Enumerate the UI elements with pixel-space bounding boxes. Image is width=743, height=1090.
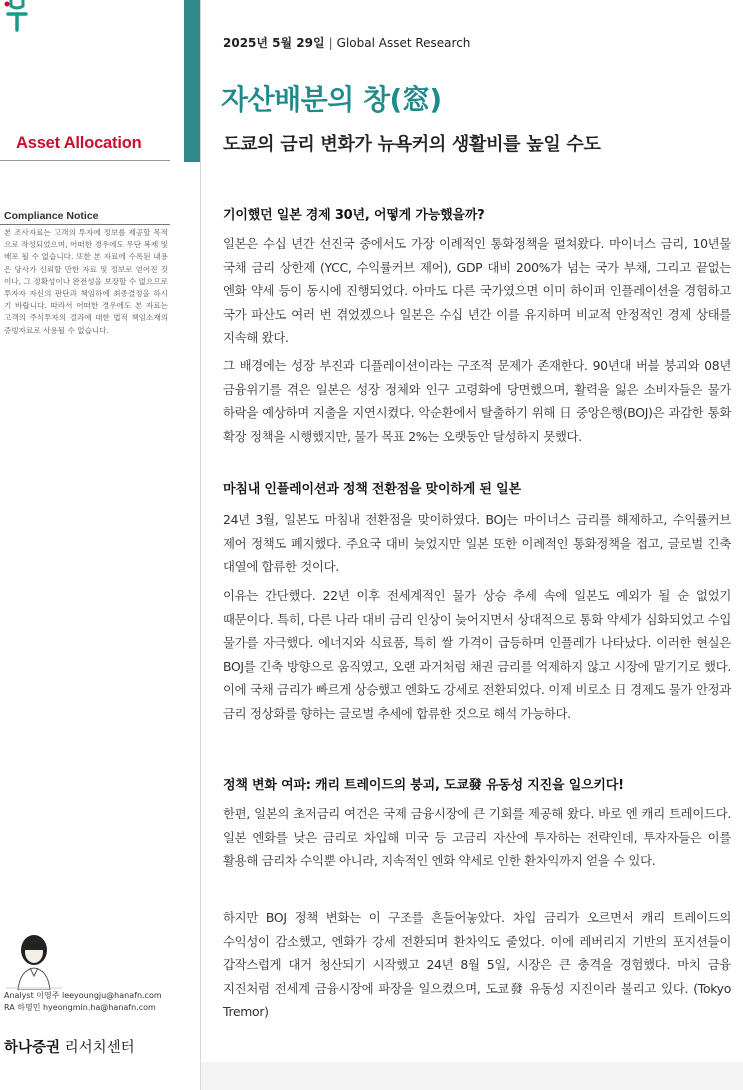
- research-center-name: [4, 1036, 135, 1057]
- brand-rule: [0, 160, 170, 161]
- hana-logo-icon: [2, 0, 32, 38]
- page-subtitle: 도쿄의 금리 변화가 뉴욕커의 생활비를 높일 수도: [223, 134, 601, 155]
- analyst-line-2: RA 하명민 hyeongmin.ha@hanafn.com: [4, 1003, 156, 1012]
- center-name-bold: 하나증권: [4, 1040, 61, 1056]
- bottom-band: [201, 1062, 743, 1090]
- compliance-title: Compliance Notice: [4, 210, 99, 222]
- section-heading-2: 마침내 인플레이션과 정책 전환점을 맞이하게 된 일본: [223, 482, 521, 497]
- section-heading-1: 기이했던 일본 경제 30년, 어떻게 가능했을까?: [223, 208, 485, 223]
- date-separator: |: [328, 36, 333, 50]
- section-1-paragraph-1: 일본은 수십 년간 선진국 중에서도 가장 이례적인 통화정책을 펼쳐왔다. 마이너스 금리, 10년물 국채 금리 상한제 (YCC, 수익률커브 제어), GDP 대비 200%가 넘는 국가 부채, 그리고 끝없는 엔화 약세 등이 동시에 진행되었다. 아마도 다른 국가였으면 이미 하이퍼 인플레이션을 경험하고 국가 파산도 여러 번 겪었겠으나 일본은 수십 년간 이를 유지하며 비교적 안정적인 경제 상태를 지속해 왔다.: [223, 236, 731, 345]
- section-2-paragraph-2: 이유는 간단했다. 22년 이후 전세계적인 물가 상승 추세 속에 일본도 예외가 될 순 없었기 때문이다. 특히, 다른 나라 대비 금리 인상이 늦어지면서 상대적으로 통화 약세가 심화되었고 수입 물가를 자극했다. 에너지와 식료품, 특히 쌀 가격이 급등하며 인플레가 나타났다. 이러한 현실은 BOJ를 긴축 방향으로 움직였고, 오랜 과거처럼 채권 금리를 억제하지 않고 시장에 맡기기로 했다. 이에 국채 금리가 빠르게 상승했고 엔화도 강세로 전환되었다. 이제 비로소 日 경제도 물가 안정과 금리 정상화를 향하는 글로벌 추세에 합류한 것으로 해석 가능하다.: [223, 588, 731, 721]
- report-date-line: [223, 34, 470, 51]
- sidebar: [0, 0, 184, 1090]
- accent-bar: [184, 0, 201, 162]
- compliance-rule: [0, 224, 170, 225]
- main-content: [201, 0, 743, 1090]
- section-3-paragraph-2: 하지만 BOJ 정책 변화는 이 구조를 흔들어놓았다. 차입 금리가 오르면서 캐리 트레이드의 수익성이 감소했고, 엔화가 강세 전환되며 환차익도 줄었다. 이에 레버리지 기반의 포지션들이 갑작스럽게 대거 청산되기 시작했고 24년 8월 5일, 시장은 큰 충격을 경험했다. 마치 금융 지진처럼 전세계 금융시장에 파장을 일으켰으며, 도쿄發 유동성 지진이라 불리고 있다. (Tokyo Tremor): [223, 910, 731, 1019]
- section-heading-3: 정책 변화 여파: 캐리 트레이드의 붕괴, 도쿄發 유동성 지진을 일으키다!: [223, 778, 624, 793]
- analyst-avatar: [4, 928, 64, 990]
- analyst-line-1: Analyst 이영주 leeyoungju@hanafn.com: [4, 991, 162, 1000]
- brand-title: Asset Allocation: [16, 134, 142, 152]
- center-name-rest: 리서치센터: [60, 1040, 135, 1056]
- analyst-info: [4, 990, 180, 1014]
- report-date: 2025년 5월 29일: [223, 36, 325, 50]
- section-3-paragraph-1: 한편, 일본의 초저금리 여건은 국제 금융시장에 큰 기회를 제공해 왔다. 바로 엔 캐리 트레이드다. 일본 엔화를 낮은 금리로 차입해 미국 등 고금리 자산에 투자하는 전략인데, 투자자들은 이를 활용해 금리차 수익뿐 아니라, 지속적인 엔화 약세로 인한 환차익까지 얻을 수 있다.: [223, 806, 731, 868]
- section-2-paragraph-1: 24년 3월, 일본도 마침내 전환점을 맞이하였다. BOJ는 마이너스 금리를 해제하고, 수익률커브 제어 정책도 폐지했다. 주요국 대비 늦었지만 일본 또한 이례적인 통화정책을 접고, 글로벌 긴축 대열에 합류한 것이다.: [223, 512, 731, 574]
- report-org: Global Asset Research: [336, 36, 471, 50]
- page-title: 자산배분의 창(窓): [221, 83, 442, 116]
- section-1-paragraph-2: 그 배경에는 성장 부진과 디플레이션이라는 구조적 문제가 존재한다. 90년대 버블 붕괴와 08년 금융위기를 겪은 일본은 성장 정체와 인구 고령화에 당면했으며, 활력을 잃은 소비자들은 물가 하락을 예상하며 지출을 지연시켰다. 악순환에서 탈출하기 위해 日 중앙은행(BOJ)은 과감한 통화 확장 정책을 시행했지만, 물가 목표 2%는 오랫동안 달성하지 못했다.: [223, 358, 731, 444]
- compliance-text: 본 조사자료는 고객의 투자에 정보를 제공할 목적으로 작성되었으며, 어떠한 경우에도 무단 복제 및 배포 될 수 없습니다. 또한 본 자료에 수록된 내용은 당사가 신뢰할 만한 자료 및 정보로 얻어진 것이나, 그 정확성이나 완전성을 보장할 수 없으므로 투자자 자신의 판단과 책임하에 최종결정을 하시기 바랍니다. 따라서 어떠한 경우에도 본 자료는 고객의 주식투자의 결과에 대한 법적 책임소재의 증빙자료로 사용될 수 없습니다.: [4, 228, 168, 335]
